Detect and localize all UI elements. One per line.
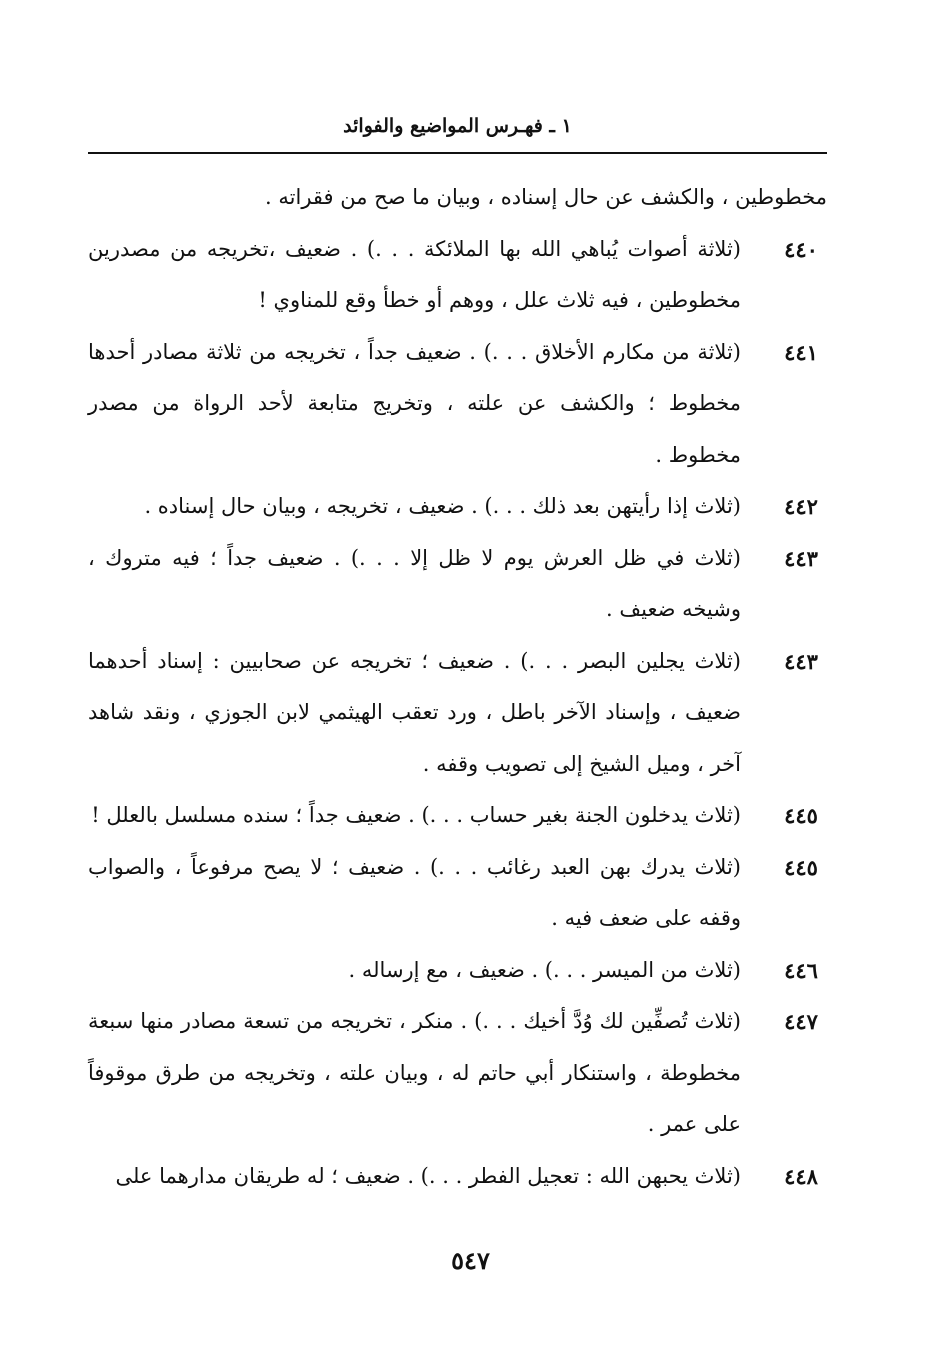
index-entry — [88, 636, 827, 791]
index-entry — [88, 790, 827, 842]
entry-text: (ثلاث يدرك بهن العبد رغائب . . .) . ضعيف ؛ لا يصح مرفوعاً ، والصواب وقفه على ضعف فيه . — [88, 854, 741, 930]
entry-number: ٤٤٣ — [784, 545, 818, 571]
page-header: ١ ـ فهـرس المواضيع والفوائد — [343, 115, 572, 137]
entry-text: (ثلاث يدخلون الجنة بغير حساب . . .) . ضعيف جداً ؛ سنده مسلسل بالعلل ! — [91, 803, 741, 827]
entry-text: (ثلاث من الميسر . . .) . ضعيف ، مع إرساله . — [348, 957, 741, 982]
index-entry — [88, 481, 827, 533]
index-entry — [88, 842, 827, 945]
entry-number: ٤٤٧ — [784, 1009, 818, 1034]
entry-number: ٤٤٥ — [784, 803, 818, 828]
page-number: ٥٤٧ — [451, 1246, 490, 1275]
entry-text: (ثلاثة من مكارم الأخلاق . . .) . ضعيف جداً ، تخريجه من ثلاثة مصادر أحدها مخطوط ؛ والكشف عن علته ، وتخريج متابعة لأحد الرواة من مصدر مخطوط . — [88, 339, 741, 467]
entry-number: ٤٤٦ — [784, 957, 818, 983]
entry-text: (ثلاث يحبهن الله : تعجيل الفطر . . .) . ضعيف ؛ له طريقان مدارهما على — [115, 1163, 741, 1188]
entry-text: (ثلاث تُصفِّين لك وُدَّ أخيك . . .) . منكر ، تخريجه من تسعة مصادر منها سبعة مخطوطة ، واستنكار أبي حاتم له ، وبيان علته ، وتخريجه من طرق موقوفاً على عمر . — [88, 1009, 741, 1136]
entry-number: ٤٤٢ — [784, 494, 818, 519]
index-entry — [88, 945, 827, 997]
header-rule — [88, 152, 827, 154]
entry-number: ٤٤٥ — [784, 854, 818, 880]
entry-number: ٤٤٣ — [784, 648, 818, 674]
entry-number: ٤٤١ — [784, 339, 818, 365]
entry-number: ٤٤٨ — [784, 1163, 818, 1189]
index-entry — [88, 533, 827, 636]
index-entry — [88, 996, 827, 1151]
entry-text: (ثلاث في ظل العرش يوم لا ظل إلا . . .) . ضعيف جداً ؛ فيه متروك ، وشيخه ضعيف . — [88, 545, 741, 621]
index-entry — [88, 1151, 827, 1203]
index-list — [88, 172, 827, 1202]
entry-text: (ثلاث يجلين البصر . . .) . ضعيف ؛ تخريجه عن صحابيين : إسناد أحدهما ضعيف ، وإسناد الآخر باطل ، ورد تعقب الهيثمي لابن الجوزي ، ونقد شاهد آخر ، وميل الشيخ إلى تصويب وقفه . — [88, 648, 741, 776]
index-entry — [88, 327, 827, 482]
continuation-text: مخطوطين ، والكشف عن حال إسناده ، وبيان ما صح من فقراته . — [265, 185, 827, 209]
index-entry — [88, 224, 827, 327]
entry-text: (ثلاث إذا رأيتهن بعد ذلك . . .) . ضعيف ، تخريجه ، وبيان حال إسناده . — [144, 494, 741, 518]
entry-number: ٤٤٠ — [784, 236, 818, 262]
entry-text: (ثلاثة أصوات يُباهي الله بها الملائكة . . .) . ضعيف ،تخريجه من مصدرين مخطوطين ، فيه ثلاث علل ، ووهم أو خطأ وقع للمناوي ! — [88, 236, 741, 312]
